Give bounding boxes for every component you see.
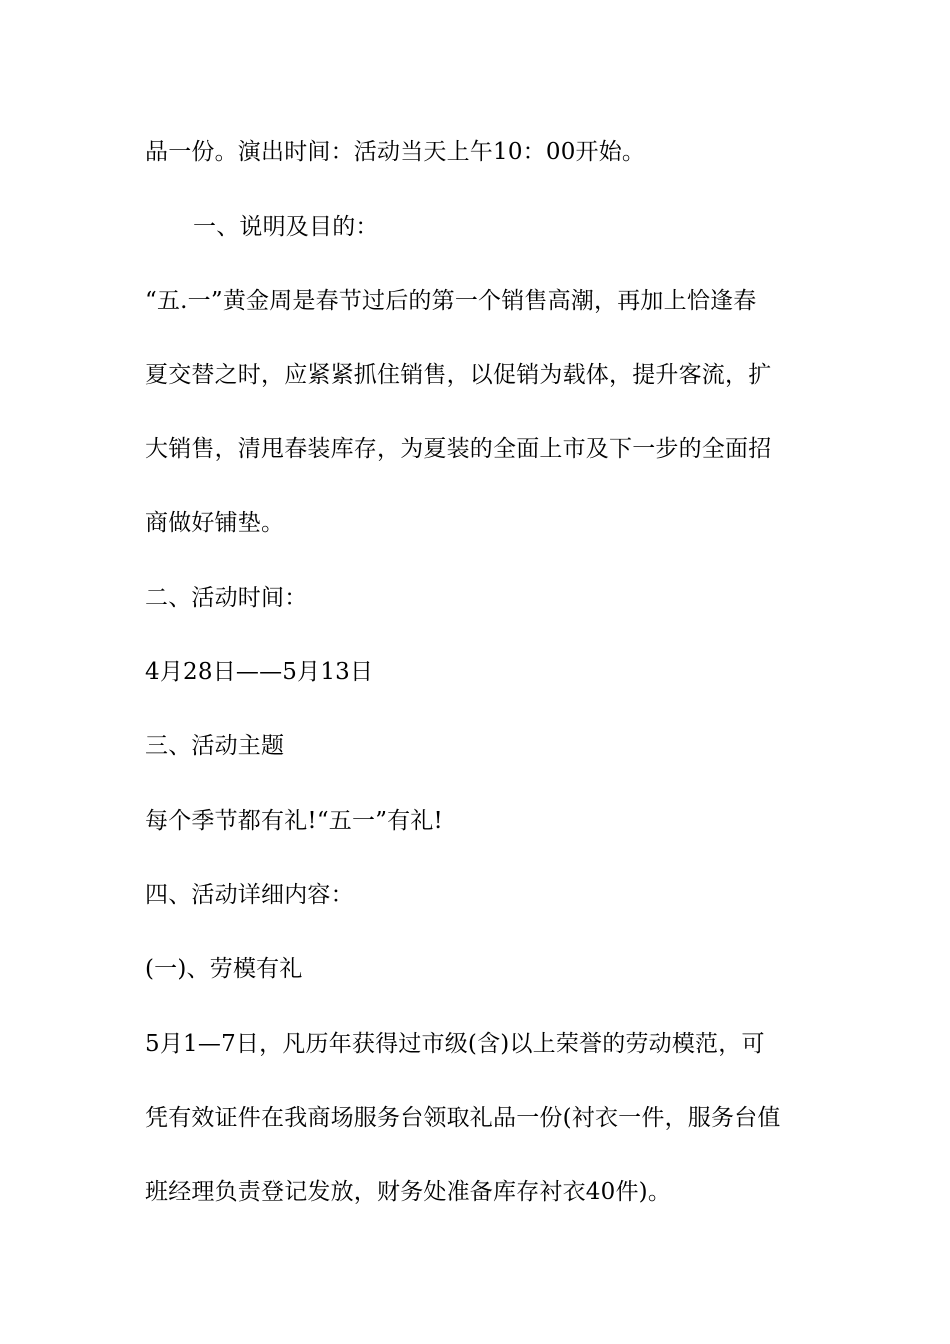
text-line-details-2: 凭有效证件在我商场服务台领取礼品一份(衬衣一件，服务台值 — [145, 1105, 781, 1131]
text-line-details-3: 班经理负责登记发放，财务处准备库存衬衣40件)。 — [145, 1179, 672, 1205]
text-line-performance-time: 品一份。演出时间：活动当天上午10：00开始。 — [145, 139, 646, 165]
heading-activity-details: 四、活动详细内容： — [145, 882, 354, 908]
text-line-details-1: 5月1—7日，凡历年获得过市级(含)以上荣誉的劳动模范，可 — [145, 1031, 765, 1057]
text-line-activity-dates: 4月28日——5月13日 — [145, 659, 374, 685]
text-line-purpose-4: 商做好铺垫。 — [145, 510, 285, 536]
text-line-purpose-1: “五.一”黄金周是春节过后的第一个销售高潮，再加上恰逢春 — [145, 288, 757, 314]
heading-activity-time: 二、活动时间： — [145, 585, 308, 611]
text-line-purpose-3: 大销售，清甩春装库存，为夏装的全面上市及下一步的全面招 — [145, 436, 772, 462]
subheading-labor-model: (一)、劳模有礼 — [145, 956, 303, 982]
text-line-purpose-2: 夏交替之时，应紧紧抓住销售，以促销为载体，提升客流，扩 — [145, 362, 772, 388]
text-line-theme: 每个季节都有礼!“五一”有礼! — [145, 808, 444, 834]
heading-activity-theme: 三、活动主题 — [145, 733, 285, 759]
heading-purpose: 一、说明及目的： — [193, 214, 379, 240]
